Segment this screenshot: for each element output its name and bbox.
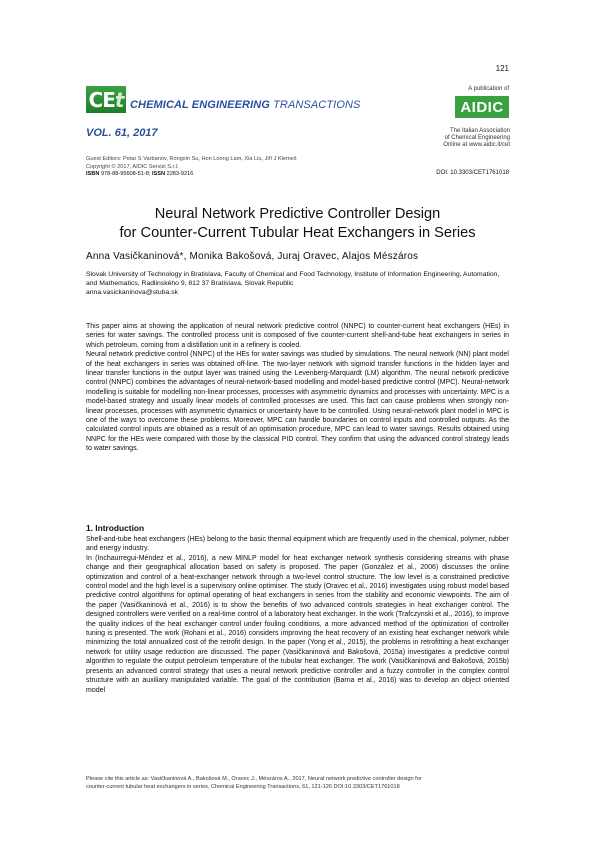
issn-label: ISSN xyxy=(151,171,166,177)
isbn-label: ISBN xyxy=(86,171,100,177)
journal-name xyxy=(130,99,360,111)
publisher-line-3: Online at www.aidic.it/cet xyxy=(443,142,510,148)
publisher-info xyxy=(440,128,510,149)
affiliation-block xyxy=(86,270,509,298)
title-line-1: Neural Network Predictive Controller Design xyxy=(154,206,441,222)
volume: VOL. 61, 2017 xyxy=(86,127,158,139)
isbn-line xyxy=(86,171,193,177)
doi: DOI: 10.3303/CET1761018 xyxy=(436,170,509,176)
cet-logo-text: CE xyxy=(88,87,115,112)
footer-line-2: counter-current tubular heat exchangers in series, Chemical Engineering Transactions, 61, 121-126 DOI:10.3303/CET1761018 xyxy=(86,784,400,790)
affiliation: Slovak University of Technology in Bratislava, Faculty of Chemical and Food Technology, Institute of Information Engineering, Automation, and Mathematics, Radlinského 9, 812 37 Bratislava, Slovak Republic xyxy=(86,271,500,288)
journal-name-light: TRANSACTIONS xyxy=(273,99,361,111)
isbn: 978-88-95608-51-8; xyxy=(100,171,151,177)
intro-paragraph-1: Shell-and-tube heat exchangers (HEs) belong to the basic thermal equipment which are frequently used in the chemical, polymer, rubber and energy industry. xyxy=(86,536,509,553)
editors-block xyxy=(86,156,297,171)
abstract-paragraph-2: Neural network predictive control (NNPC) of the HEs for water savings was studied by simulations. The neural network (NN) plant model of the heat exchangers in series was obtained off-line. The two-layer network with sigmoid transfer functions in the hidden layer and linear transfer functions in the output layer was trained using the Levenberg-Marquardt (LM) algorithm. The neural network predictive control (NNPC) combines the advantages of neural-network-based modelling and model-based predictive control (MPC). Neural-network modelling is suitable for modelling non-linear processes, processes with asymmetric dynamics and processes with uncertainty. MPC is a model-based strategy and usually linear models of controlled processes are used. This fact can cause problems when strongly non-linear processes, processes with asymmetric dynamics or uncertainty have to be controlled. Using neural-network plant model in MPC is one of the ways to overcome these problems. Moreover, MPC can handle boundaries on control inputs and controlled outputs. As the calculated control inputs are obtained as a result of an optimisation procedure, MPC can lead to water savings. Results obtained using NNPC for the HEs were compared with those by the classical PID control. They confirm that using the advanced control strategy leads to water savings. xyxy=(86,351,509,453)
publisher-line-1: The Italian Association xyxy=(449,128,510,134)
intro-paragraph-2: In (Inchaurregui-Méndez et al., 2016), a new MINLP model for heat exchanger network synthesis considering streams with phase change and their geographical allocation based on safety is proposed. The paper (González et al., 2006) discusses the online optimization and control of a heat-exchanger network through a two-level control structure. The low level is a constrained predictive control model and the high level is a supervisory online optimiser. The study (Oravec et al., 2016) investigates using robust model based predictive control algorithms for optimal operating of heat exchangers in series from the stability and economic viewpoints. The aim of the paper (Vasičkaninová et al., 2016) is to show the benefits of two advanced controls strategies in heat exchanger control. The designed controllers were verified on a real-time control of a laboratory heat exchanger. In the work (Trafczynski et al., 2016), to improve the quality indices of the heat exchanger control under fouling conditions, a more advanced method of the optimization of controller tuning is presented. The work (Rohani et al., 2016) considers improving the heat recovery of an existing heat exchanger network while minimizing the total annualized cost of the retrofit design. In the paper (Yong et al., 2015), the problems in retrofitting a heat exchanger network for utility usage reduction are discussed. The paper (Vasičkaninová and Bakošová, 2015a) investigates a predictive control algorithm to regulate the output petroleum temperature of the tubular heat exchanger. The work (Vasičkaninová and Bakošová, 2015b) presents an advanced control strategy that uses a neural network predictive controller and a fuzzy controller in the complex control structure with an auxiliary manipulated variable. The goal of the contribution (Barna et al., 2016) was to develop an object oriented model xyxy=(86,554,509,694)
footer-line-1: Please cite this article as: Vasičkaninová A., Bakošová M., Oravec J., Mészáros A., 2017, Neural network predictive controller design for xyxy=(86,776,422,782)
guest-editors: Guest Editors: Petar S Varbanov, Rongxin Su, Hon Loong Lam, Xia Liu, Jiří J Klemeš xyxy=(86,156,297,162)
paper-title xyxy=(86,205,509,243)
abstract xyxy=(86,322,509,454)
issn: 2283-9216 xyxy=(166,171,194,177)
section-heading-introduction: 1. Introduction xyxy=(86,523,145,533)
journal-name-bold: CHEMICAL ENGINEERING xyxy=(130,99,270,111)
cet-logo-t: t xyxy=(114,87,124,112)
aidic-logo: AIDIC xyxy=(455,96,509,118)
title-line-2: for Counter-Current Tubular Heat Exchangers in Series xyxy=(119,225,476,241)
copyright: Copyright © 2017, AIDIC Servizi S.r.l. xyxy=(86,163,179,170)
page-number: 121 xyxy=(495,64,509,73)
cet-logo xyxy=(86,86,126,113)
introduction xyxy=(86,535,509,695)
email: anna.vasickaninova@stuba.sk xyxy=(86,289,178,297)
authors: Anna Vasičkaninová*, Monika Bakošová, Juraj Oravec, Alajos Mészáros xyxy=(86,251,419,262)
abstract-paragraph-1: This paper aims at showing the application of neural network predictive control (NNPC) to counter-current heat exchangers (HEs) in series for water savings. The controlled process unit is composed of five counter-current shell-and-tube heat exchangers in series in which petroleum, coming from a distillation unit in a refinery is cooled. xyxy=(86,323,509,349)
citation-footer xyxy=(86,775,509,791)
publication-label: A publication of xyxy=(468,86,509,92)
publisher-line-2: of Chemical Engineering xyxy=(444,135,510,141)
